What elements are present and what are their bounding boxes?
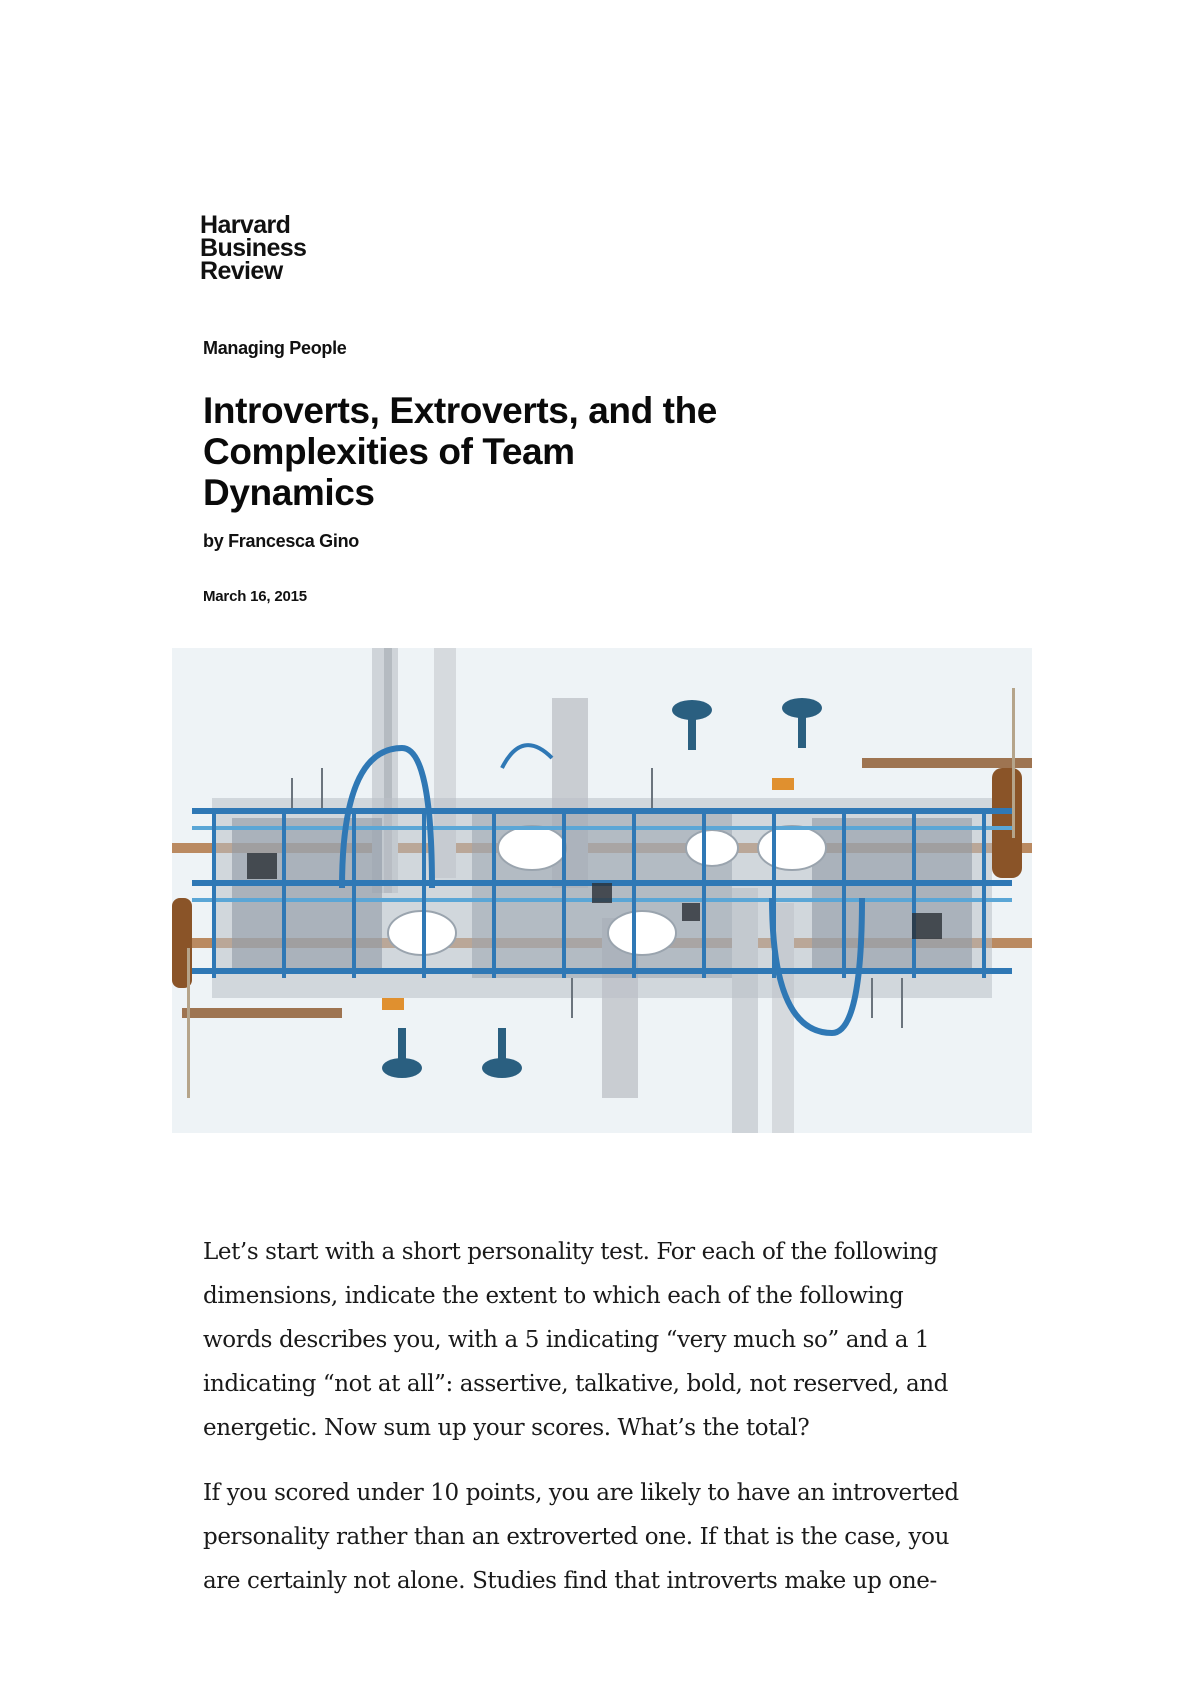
logo-line-1: Harvard [200,211,291,239]
logo-line-2: Business [200,234,307,262]
title-line-1: Introverts, Extroverts, and the [203,390,717,431]
article-date: March 16, 2015 [203,588,307,605]
hbr-logo[interactable] [200,211,307,285]
body-paragraph-1 [203,1230,1023,1450]
p1-line-3: words describes you, with a 5 indicating “very much so” and a 1 [203,1327,930,1353]
refinery-illustration [172,648,1032,1133]
p1-line-5: energetic. Now sum up your scores. What’s the total? [203,1415,810,1441]
hero-image [172,648,1032,1133]
logo-line-3: Review [200,257,283,285]
article-title [203,390,843,513]
body-paragraph-2 [203,1471,1023,1603]
p2-line-2: personality rather than an extroverted one. If that is the case, you [203,1524,949,1550]
title-line-3: Dynamics [203,472,375,513]
title-line-2: Complexities of Team [203,431,575,472]
p1-line-2: dimensions, indicate the extent to which each of the following [203,1283,904,1309]
article-byline[interactable]: by Francesca Gino [203,531,359,551]
article-body [203,1230,1023,1624]
p1-line-4: indicating “not at all”: assertive, talkative, bold, not reserved, and [203,1371,949,1397]
p1-line-1: Let’s start with a short personality test. For each of the following [203,1239,938,1265]
p2-line-3: are certainly not alone. Studies find that introverts make up one- [203,1568,937,1594]
article-category[interactable]: Managing People [203,338,347,358]
p2-line-1: If you scored under 10 points, you are likely to have an introverted [203,1480,959,1506]
